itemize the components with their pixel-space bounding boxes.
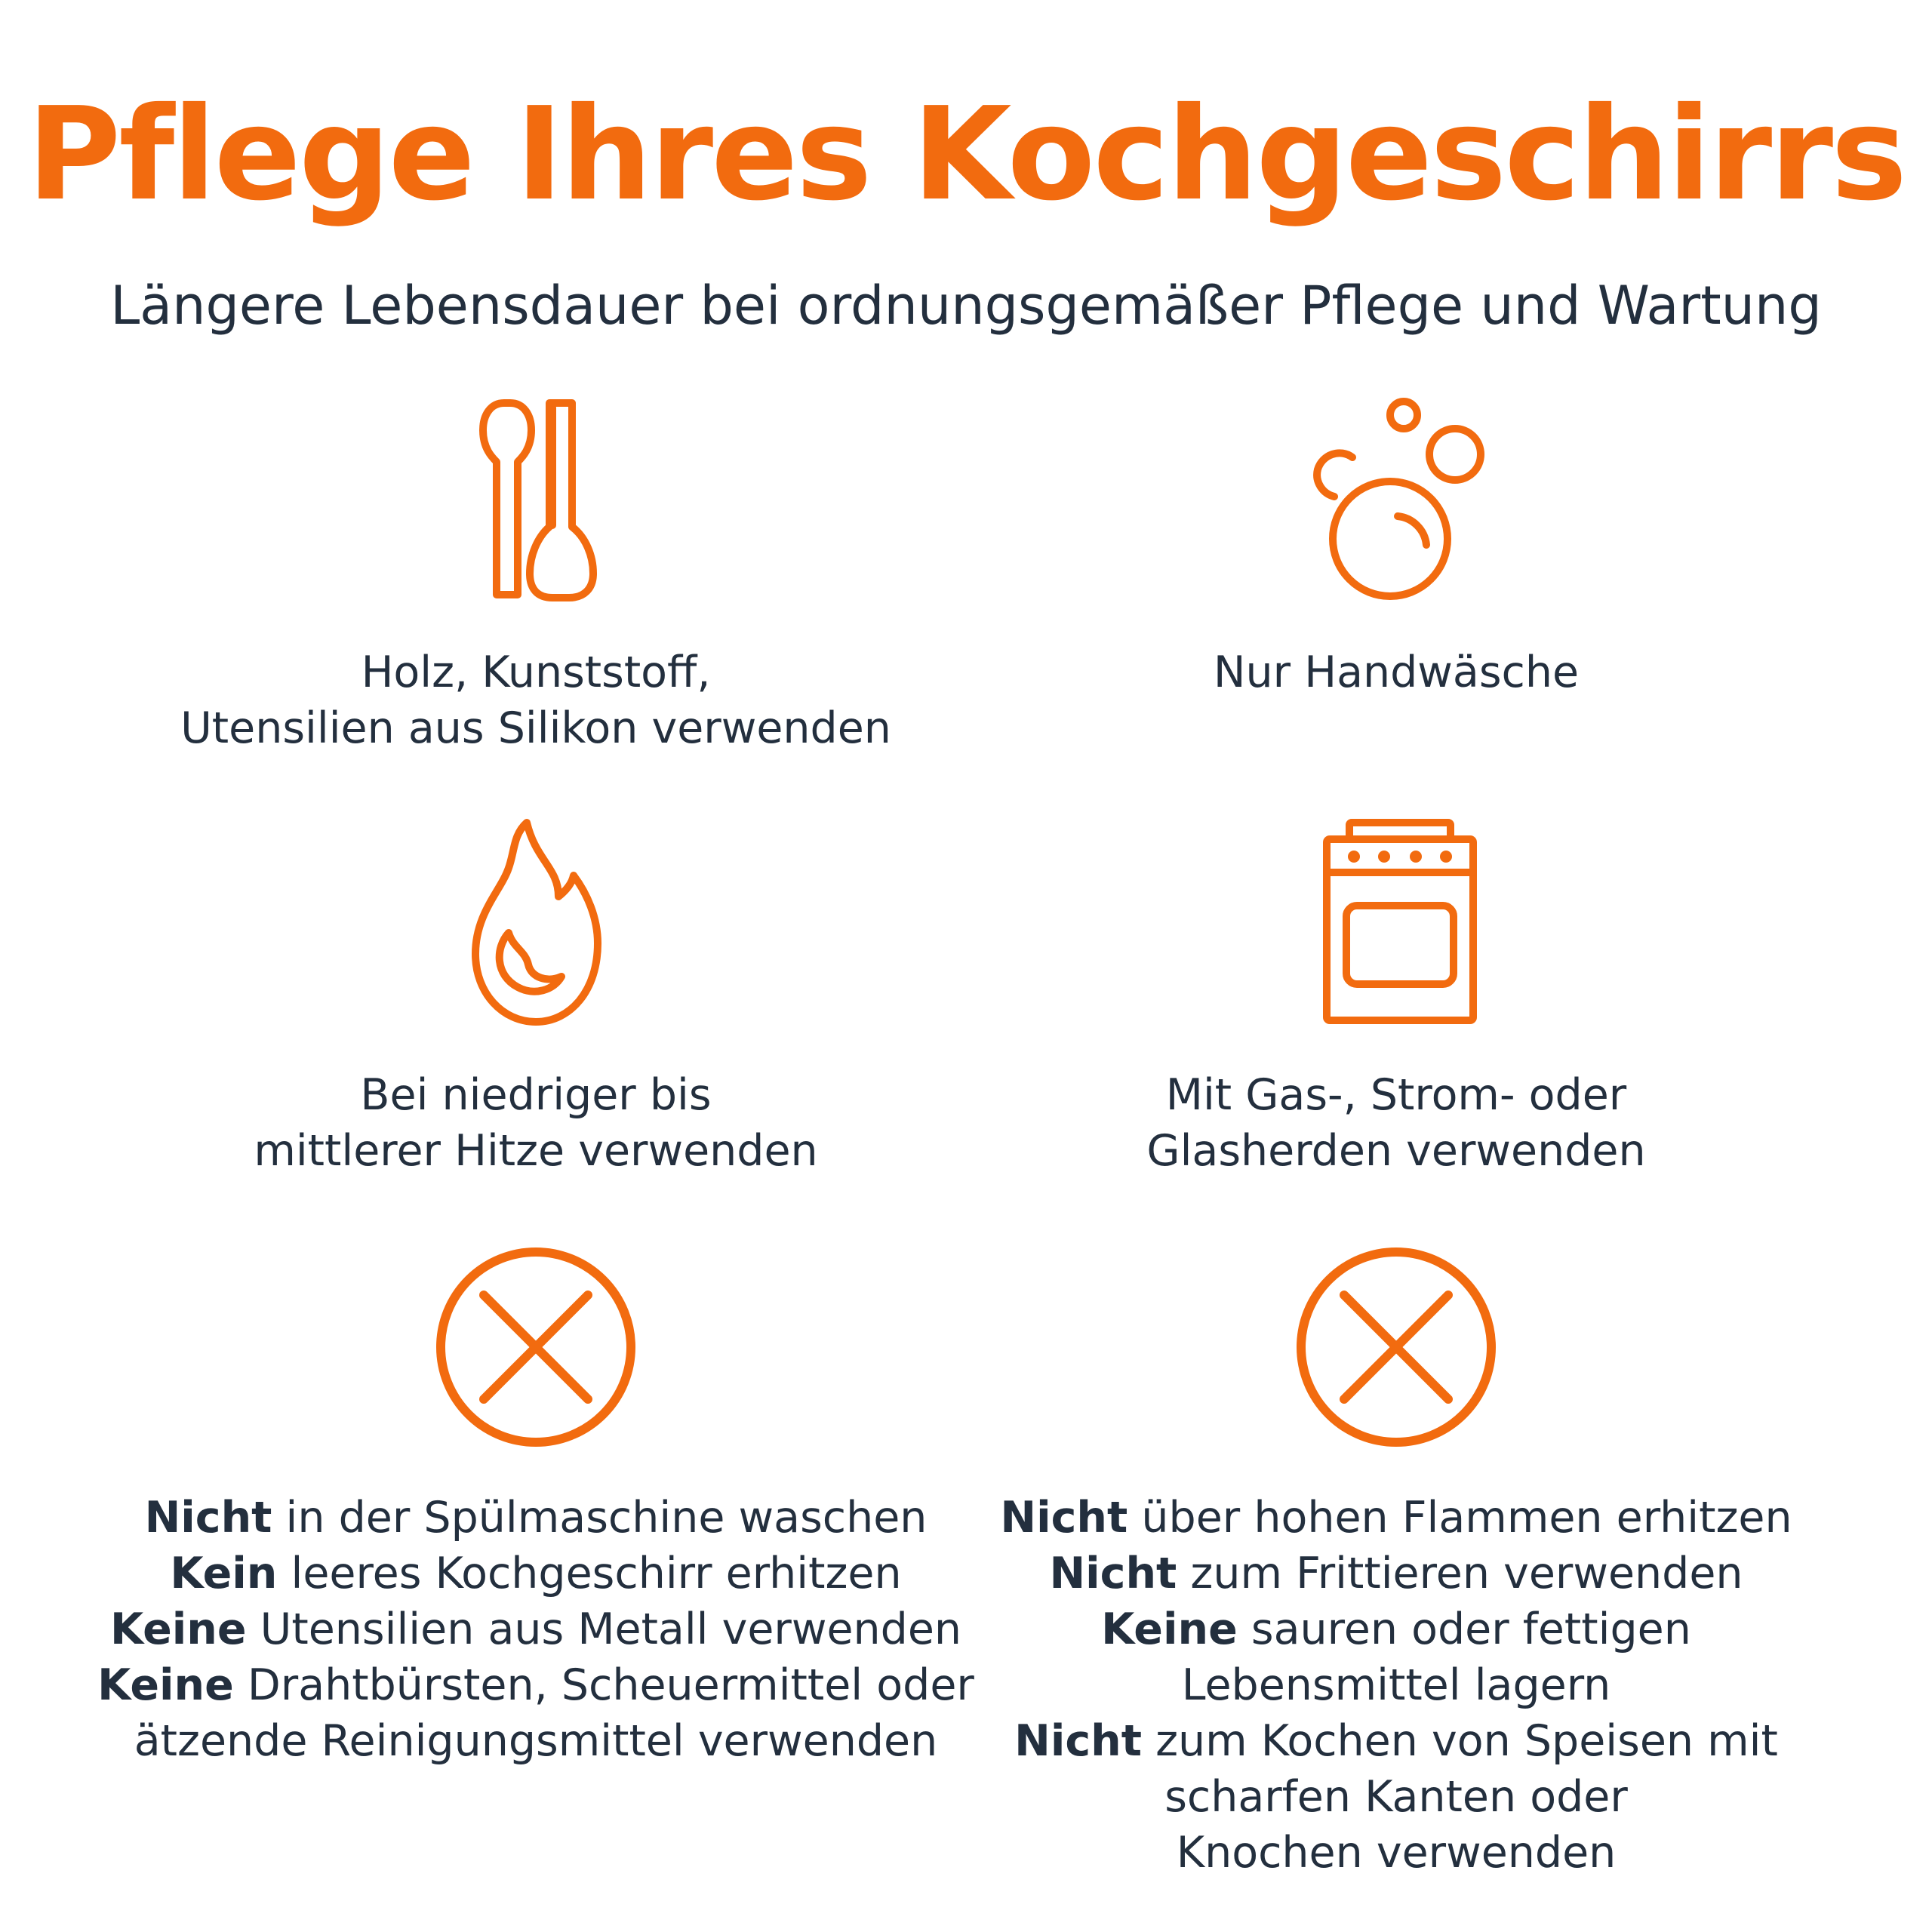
caption-line (943, 1825, 1849, 1881)
caption-bold: Keine (1101, 1604, 1238, 1654)
soap-bubbles-icon (1306, 392, 1487, 611)
care-caption (83, 1490, 989, 1769)
utensils-icon (460, 392, 611, 611)
care-caption (943, 645, 1849, 700)
care-item-utensils (83, 392, 989, 756)
caption-line (83, 1490, 989, 1546)
caption-line: Glasherden verwenden (1146, 1126, 1646, 1176)
caption-text: über hohen Flammen erhitzen (1128, 1493, 1792, 1543)
caption-line: Holz, Kunststoff, (361, 648, 711, 697)
stove-icon (1306, 815, 1487, 1034)
caption-bold: Nicht (1049, 1549, 1177, 1598)
care-caption (83, 645, 989, 756)
caption-text: Lebensmittel lagern (1181, 1660, 1611, 1710)
caption-bold: Nicht (1014, 1716, 1142, 1766)
caption-line: Nur Handwäsche (1213, 648, 1580, 697)
care-item-stove (943, 815, 1849, 1179)
caption-line: Mit Gas-, Strom- oder (1165, 1070, 1627, 1120)
caption-text: Drahtbürsten, Scheuermittel oder (233, 1660, 974, 1710)
care-item-heat (83, 815, 989, 1179)
care-caption (943, 1067, 1849, 1179)
caption-bold: Kein (170, 1549, 278, 1598)
caption-bold: Nicht (144, 1493, 272, 1543)
caption-line (943, 1546, 1849, 1601)
caption-line (83, 1601, 989, 1657)
caption-bold: Keine (109, 1604, 247, 1654)
caption-line (83, 1546, 989, 1601)
cross-circle-icon (426, 1238, 645, 1457)
caption-bold: Keine (97, 1660, 234, 1710)
caption-text: leeres Kochgeschirr erhitzen (277, 1549, 902, 1598)
caption-text: scharfen Kanten oder (1164, 1772, 1628, 1822)
caption-text: in der Spülmaschine waschen (272, 1493, 928, 1543)
caption-bold: Nicht (1000, 1493, 1128, 1543)
page-title: Pflege Ihres Kochgeschirrs (26, 80, 1906, 229)
page-subtitle: Längere Lebensdauer bei ordnungsgemäßer Pflege und Wartung (110, 275, 1822, 337)
caption-line (83, 1713, 989, 1769)
caption-line (943, 1490, 1849, 1546)
caption-line: Bei niedriger bis (360, 1070, 712, 1120)
caption-line (943, 1601, 1849, 1657)
care-item-donts-right (943, 1238, 1849, 1881)
caption-text: Utensilien aus Metall verwenden (246, 1604, 962, 1654)
caption-text: ätzende Reinigungsmittel verwenden (134, 1716, 938, 1766)
flame-icon (460, 815, 611, 1034)
care-caption (83, 1067, 989, 1179)
caption-line (943, 1713, 1849, 1769)
care-caption (943, 1490, 1849, 1881)
caption-text: zum Frittieren verwenden (1177, 1549, 1743, 1598)
caption-line (83, 1657, 989, 1713)
cross-circle-icon (1287, 1238, 1506, 1457)
caption-text: zum Kochen von Speisen mit (1142, 1716, 1778, 1766)
caption-line: Utensilien aus Silikon verwenden (180, 703, 891, 753)
care-item-donts-left (83, 1238, 989, 1769)
caption-text: sauren oder fettigen (1237, 1604, 1691, 1654)
caption-line (943, 1769, 1849, 1825)
care-item-handwash (943, 392, 1849, 700)
caption-text: Knochen verwenden (1176, 1828, 1617, 1878)
caption-line: mittlerer Hitze verwenden (254, 1126, 818, 1176)
caption-line (943, 1657, 1849, 1713)
